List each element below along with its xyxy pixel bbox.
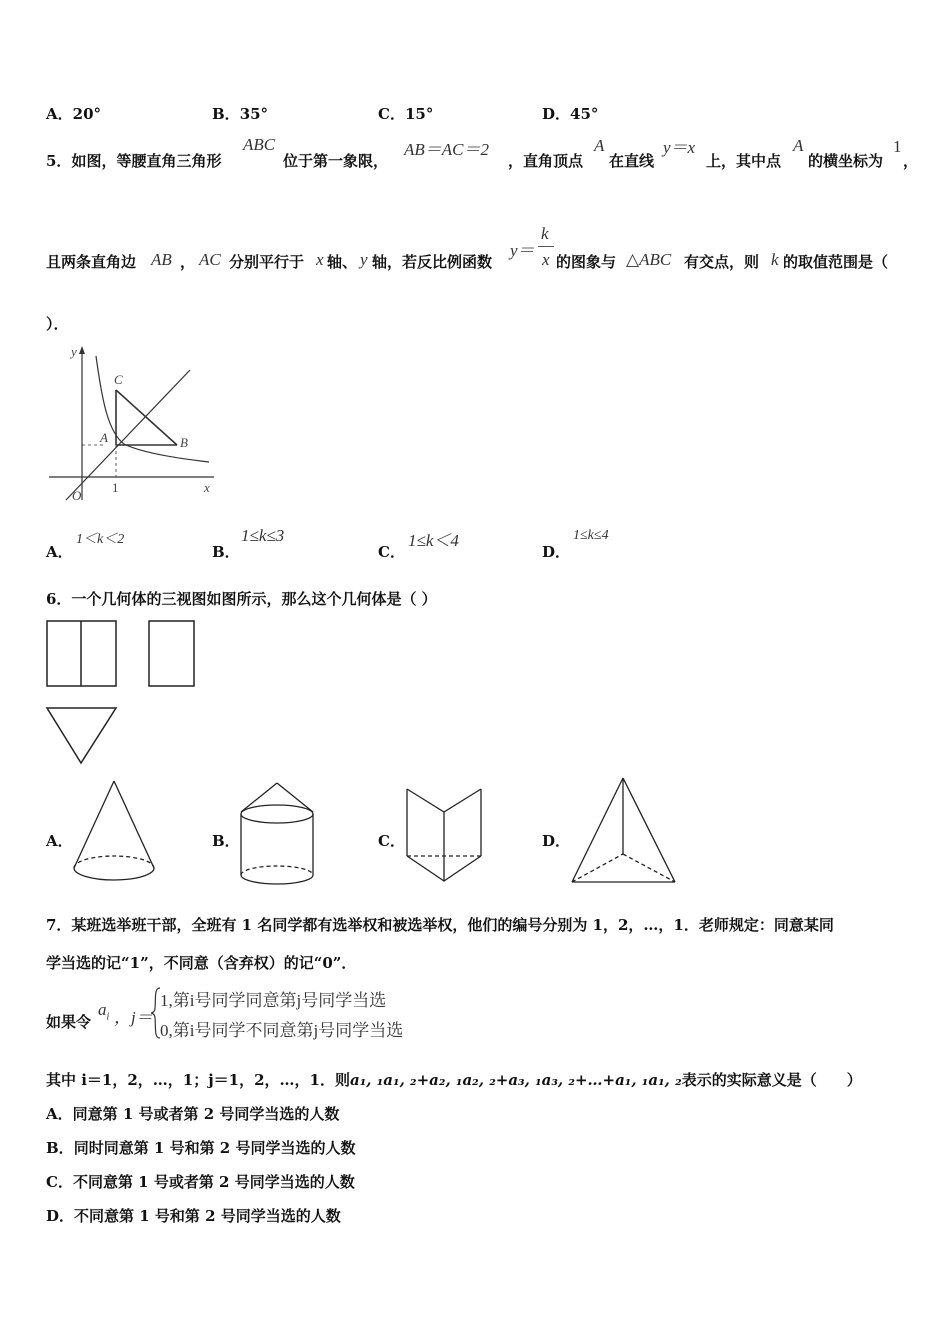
q5-line2-text-8: 的取值范围是（	[783, 253, 889, 271]
q5-option-a-value: 1＜k＜2	[76, 532, 125, 547]
math-triangle: △ABC	[626, 250, 672, 269]
q7-def-prefix: 如果令	[46, 1013, 92, 1031]
label-x: x	[204, 480, 210, 495]
option-label: D．	[542, 105, 571, 123]
option-value: 35°	[239, 105, 269, 123]
q5-text-7: ，	[903, 152, 919, 170]
q5-line2-text-7: 有交点，则	[684, 253, 760, 271]
q5-text-6: 的横坐标为	[808, 152, 884, 170]
q5-line2-text-6: 的图象与	[556, 253, 617, 271]
option-value: 45°	[570, 105, 599, 123]
math-line: y＝x	[663, 138, 696, 157]
q7-option-d[interactable]	[46, 1205, 341, 1226]
option-label: D．	[46, 1207, 75, 1225]
cone-base-front	[74, 868, 154, 880]
question-number: 5．	[46, 152, 72, 170]
math-one: 1	[893, 137, 902, 156]
q6-option-a-cone[interactable]	[70, 778, 160, 888]
math-y: y	[360, 250, 368, 269]
q7-case-2: 0,第i号同学不同意第j号同学当选	[160, 1021, 404, 1040]
q5-option-a-label[interactable]: A．	[46, 543, 73, 561]
option-label: C．	[378, 105, 405, 123]
q5-text-1: 如图，等腰直角三角形	[71, 152, 222, 170]
math-func-x: x	[542, 250, 550, 269]
cylinder-top	[241, 805, 313, 823]
q4-option-c[interactable]	[378, 103, 433, 124]
label-one: 1	[112, 480, 119, 495]
q6-option-a-label[interactable]: A．	[46, 832, 73, 850]
q6-option-c-prism[interactable]	[402, 784, 488, 888]
line4-suffix: 表示的实际意义是（ ）	[681, 1071, 862, 1089]
q5-text-4: 在直线	[609, 152, 655, 170]
q6-option-d-label[interactable]: D．	[542, 832, 571, 850]
option-label: C．	[46, 1173, 73, 1191]
q5-option-c-value: 1≤k＜4	[408, 531, 459, 550]
q6-question: 6．一个几何体的三视图如图所示，那么这个几何体是（ ）	[46, 590, 437, 608]
line-y-eq-x	[66, 370, 190, 500]
option-text: 同时同意第 1 号和第 2 号同学当选的人数	[73, 1139, 356, 1157]
q5-option-d-value: 1≤k≤4	[573, 528, 609, 543]
math-ab: AB	[151, 250, 172, 269]
q6-option-c-label[interactable]: C．	[378, 832, 405, 850]
math-a2: A	[793, 136, 804, 155]
q7-case-1: 1,第i号同学同意第j号同学当选	[160, 991, 387, 1010]
option-label: A．	[46, 105, 73, 123]
label-b: B	[180, 435, 188, 450]
line4-expression: a₁, ₁a₁, ₂+a₂, ₁a₂, ₂+a₃, ₁a₃, ₂+…+a₁, ₁a₁, ₂	[349, 1071, 682, 1089]
option-label: A．	[46, 1105, 73, 1123]
cone-left-edge	[74, 781, 114, 868]
q4-option-b[interactable]	[212, 103, 268, 124]
pyramid-hidden-left	[572, 854, 623, 882]
option-text: 不同意第 1 号和第 2 号同学当选的人数	[74, 1207, 341, 1225]
label-c: C	[114, 372, 123, 387]
math-ab-ac-eq: AB＝AC＝2	[404, 140, 489, 159]
math-a: A	[594, 136, 605, 155]
option-text: 不同意第 1 号或者第 2 号同学当选的人数	[72, 1173, 355, 1191]
q5-option-b-label[interactable]: B．	[212, 543, 240, 561]
pyramid-hidden-right	[623, 854, 675, 882]
label-o: O	[72, 488, 82, 503]
option-value: 20°	[72, 105, 102, 123]
q6-three-views	[44, 618, 204, 768]
option-text: 同意第 1 号或者第 2 号同学当选的人数	[72, 1105, 340, 1123]
q6-option-b-cylinder-cone[interactable]	[236, 780, 322, 890]
math-k: k	[771, 250, 779, 269]
q5-line2-text-1: 且两条直角边	[46, 253, 137, 271]
q7-def-j: ，j＝	[114, 1008, 153, 1027]
q5-text-3: ，直角顶点	[508, 152, 584, 170]
q5-line2-text-2: ，	[180, 253, 196, 271]
cone-left	[241, 783, 277, 812]
line4-prefix: 其中 i＝1，2，…，1；j＝1，2，…，1．则	[46, 1071, 350, 1089]
q5-number-and-text	[46, 150, 221, 171]
option-label: B．	[212, 105, 240, 123]
fraction-bar	[538, 246, 554, 247]
def-var-a: a	[98, 1000, 107, 1019]
q5-line2-text-5: 轴，若反比例函数	[372, 253, 493, 271]
q6-option-b-label[interactable]: B．	[212, 832, 240, 850]
math-abc: ABC	[243, 135, 276, 154]
q7-option-b[interactable]	[46, 1137, 355, 1158]
math-x: x	[316, 250, 324, 269]
pyramid-left-edge	[572, 778, 623, 882]
q7-option-c[interactable]	[46, 1171, 355, 1192]
q5-option-b-value: 1≤k≤3	[241, 526, 285, 545]
option-value: 15°	[404, 105, 434, 123]
q4-option-a[interactable]	[46, 103, 101, 124]
side-view	[149, 621, 194, 686]
def-var-sub: i	[106, 1011, 110, 1023]
q5-text-5: 上，其中点	[706, 152, 782, 170]
q7-def-var	[98, 1000, 109, 1022]
q7-line1: 7．某班选举班干部，全班有 1 名同学都有选举权和被选举权，他们的编号分别为 1，2，…，1．老师规定：同意某同	[46, 916, 834, 934]
q5-line2-text-3: 分别平行于	[229, 253, 305, 271]
q6-option-d-pyramid[interactable]	[568, 774, 680, 888]
side-bc	[116, 390, 177, 445]
math-func-k: k	[541, 224, 549, 243]
q7-line2: 学当选的记“1”，不同意（含弃权）的记“0”．	[46, 954, 357, 972]
cone-right	[277, 783, 313, 812]
pyramid-right-edge	[623, 778, 675, 882]
q5-text-2: 位于第一象限，	[283, 152, 389, 170]
top-view-triangle	[47, 708, 116, 763]
cone-base-back	[74, 856, 154, 868]
cylinder-base-front	[241, 875, 313, 884]
cylinder-base-back	[241, 866, 313, 875]
q5-line3: ）．	[46, 315, 69, 333]
q5-figure	[44, 340, 224, 515]
cone-right-edge	[114, 781, 154, 868]
q4-option-d[interactable]	[542, 103, 598, 124]
q5-option-d-label[interactable]: D．	[542, 543, 571, 561]
y-axis-arrow	[79, 346, 85, 354]
q7-option-a[interactable]	[46, 1103, 339, 1124]
label-y: y	[71, 344, 77, 359]
q5-option-c-label[interactable]: C．	[378, 543, 405, 561]
math-ac: AC	[199, 250, 221, 269]
option-label: B．	[46, 1139, 74, 1157]
label-a: A	[100, 430, 108, 445]
prism-top-edges	[407, 789, 481, 812]
q7-line4	[46, 1069, 862, 1090]
math-func-y: y＝	[510, 241, 535, 260]
q5-line2-text-4: 轴、	[327, 253, 358, 271]
